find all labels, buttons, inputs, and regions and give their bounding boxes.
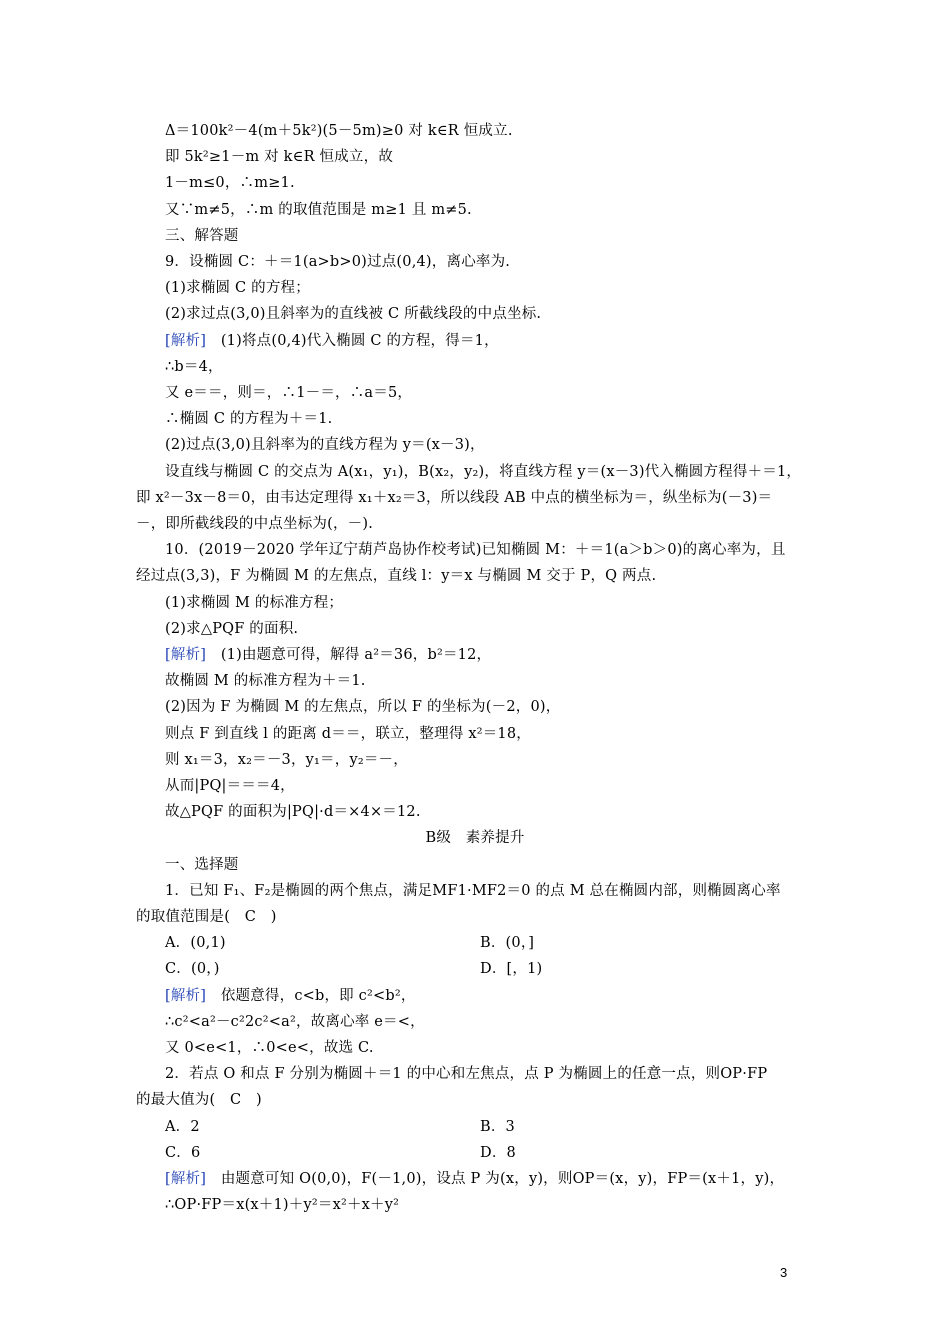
line-text: 即 5k²≥1－m 对 k∈R 恒成立，故 [165,149,394,166]
option-left: A．(0,1) [165,935,226,952]
text-line [165,410,845,428]
text-line [165,672,845,690]
line-text: －，即所截线段的中点坐标为(，－). [136,516,374,532]
line-text: (1)将点(0,4)代入椭圆 C 的方程，得＝1， [206,332,499,349]
line-text: 的取值范围是( C ) [136,909,277,925]
line-text: 又∵m≠5，∴m 的取值范围是 m≥1 且 m≠5. [165,201,472,218]
line-text: 则点 F 到直线 l 的距离 d＝＝，联立，整理得 x²＝18， [165,725,531,742]
text-line [136,567,816,585]
text-line [165,803,845,821]
text-line [165,305,845,323]
option-left: A．2 [165,1118,200,1135]
line-text: 又 0<e<1，∴0<e<，故选 C. [165,1040,374,1056]
line-text: 三、解答题 [165,227,239,244]
analysis-tag: [解析] [165,987,207,1004]
line-text: 则 x₁＝3，x₂＝－3，y₁＝，y₂＝－， [165,751,408,768]
option-row [165,960,845,978]
option-right: B．3 [480,1118,515,1135]
text-line [165,332,845,350]
text-line [165,541,845,559]
option-row [165,934,845,952]
line-text: 从而|PQ|＝＝＝4， [165,778,295,794]
analysis-tag: [解析] [165,332,207,349]
line-text: ∴c²<a²－c²2c²<a²，故离心率 e＝<， [165,1013,425,1030]
line-text: 1－m≤0，∴m≥1. [165,175,295,192]
line-text: 的最大值为( C ) [136,1092,262,1109]
text-line [165,122,845,140]
line-text: (1)由题意可得，解得 a²＝36，b²＝12， [206,647,492,663]
option-left: C．(0，) [165,961,220,978]
text-line [136,515,816,533]
line-text: 故△PQF 的面积为|PQ|·d＝×4×＝12. [165,804,421,821]
text-line [165,279,845,297]
text-line [165,1170,845,1188]
option-right: D．[，1) [480,961,543,978]
line-text: 一、选择题 [165,856,239,873]
option-row [165,1144,845,1162]
page-number: 3 [780,1265,788,1280]
text-line [165,201,845,219]
text-line [165,436,845,454]
text-line [165,646,845,664]
text-line [165,751,845,769]
text-line [165,594,845,612]
text-line [165,882,845,900]
text-line [165,856,845,874]
text-line [165,463,845,481]
text-line [165,1039,845,1057]
text-line [165,148,845,166]
text-line [165,620,845,638]
text-line [165,1065,845,1083]
line-text: 由题意可知 O(0,0)，F(－1,0)，设点 P 为(x，y)，则OP＝(x，y)，FP＝(x＋1，y)， [206,1171,785,1187]
line-text: ∴b＝4， [165,358,223,375]
section-heading: B级 素养提升 [425,830,525,847]
line-text: 又 e＝＝，则＝，∴1－＝，∴a＝5， [165,385,413,401]
line-text: 9．设椭圆 C：＋＝1(a>b>0)过点(0,4)，离心率为. [165,254,511,270]
text-line [165,253,845,271]
line-text: ∴OP·FP＝x(x＋1)＋y²＝x²＋x＋y² [165,1197,400,1214]
text-line [165,227,845,245]
line-text: 2．若点 O 和点 F 分别为椭圆＋＝1 的中心和左焦点，点 P 为椭圆上的任意一点，则OP·FP [165,1066,768,1083]
line-text: 设直线与椭圆 C 的交点为 A(x₁，y₁)，B(x₂，y₂)，将直线方程 y＝(x－3)代入椭圆方程得＋＝1， [165,463,802,480]
text-line [165,698,845,716]
line-text: (2)求过点(3,0)且斜率为的直线被 C 所截线段的中点坐标. [165,306,542,323]
text-line [165,174,845,192]
line-text: 1．已知 F₁、F₂是椭圆的两个焦点，满足MF1·MF2＝0 的点 M 总在椭圆内部，则椭圆离心率 [165,882,781,899]
text-line [165,725,845,743]
line-text: (2)因为 F 为椭圆 M 的左焦点，所以 F 的坐标为(－2，0)， [165,699,561,716]
option-right: D．8 [480,1144,516,1161]
line-text: ∴椭圆 C 的方程为＋＝1. [165,411,333,428]
analysis-tag: [解析] [165,1171,207,1187]
text-line [136,489,816,507]
option-left: C．6 [165,1144,201,1161]
line-text: 即 x²－3x－8＝0，由韦达定理得 x₁＋x₂＝3，所以线段 AB 中点的横坐标为＝，纵坐标为(－3)＝ [136,489,773,506]
text-line [165,987,845,1005]
text-line [165,358,845,376]
line-text: (1)求椭圆 M 的标准方程； [165,594,344,611]
text-line [136,908,816,926]
text-line [165,384,845,402]
line-text: (1)求椭圆 C 的方程； [165,280,310,297]
option-row [165,1118,845,1136]
text-line [136,1091,816,1109]
text-line [165,1013,845,1031]
line-text: Δ＝100k²－4(m＋5k²)(5－5m)≥0 对 k∈R 恒成立. [165,123,513,139]
analysis-tag: [解析] [165,647,207,663]
line-text: 10．(2019－2020 学年辽宁葫芦岛协作校考试)已知椭圆 M：＋＝1(a＞b＞0)的离心率为，且 [165,542,786,559]
line-text: (2)过点(3,0)且斜率为的直线方程为 y＝(x－3)， [165,437,485,454]
line-text: 依题意得，c<b，即 c²<b²， [206,987,416,1004]
text-line [165,1196,845,1214]
line-text: (2)求△PQF 的面积. [165,620,299,637]
option-right: B．(0，] [480,935,535,952]
line-text: 故椭圆 M 的标准方程为＋＝1. [165,673,366,690]
text-line [165,777,845,795]
line-text: 经过点(3,3)，F 为椭圆 M 的左焦点，直线 l：y＝x 与椭圆 M 交于 P，Q 两点. [136,568,657,585]
